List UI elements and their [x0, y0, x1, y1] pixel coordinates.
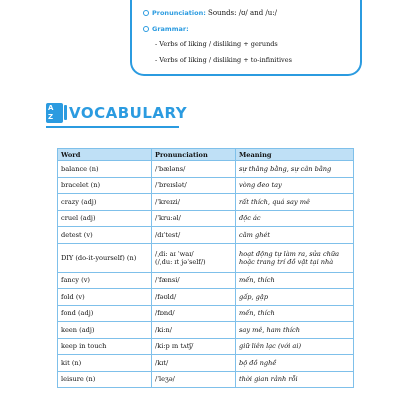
table-row — [58, 194, 354, 211]
title-underline — [46, 126, 179, 128]
cell-meaning: thời gian rảnh rỗi — [236, 371, 354, 388]
vocabulary-table — [57, 148, 354, 388]
bullet-icon — [143, 10, 149, 16]
table-row — [58, 177, 354, 194]
cell-word: kit (n) — [58, 355, 152, 372]
cell-meaning: vòng đeo tay — [236, 177, 354, 194]
table-row — [58, 355, 354, 372]
table-row — [58, 289, 354, 306]
table-row — [58, 371, 354, 388]
table-row — [58, 210, 354, 227]
cell-meaning: mến, thích — [236, 272, 354, 289]
cell-meaning: căm ghét — [236, 227, 354, 244]
grammar-item: - Verbs of liking / disliking + to-infinitives — [155, 56, 292, 64]
cell-pronunciation: /ˈbæləns/ — [152, 161, 236, 178]
cell-pronunciation: /ki:p ɪn tʌtʃ/ — [152, 338, 236, 355]
section-title: VOCABULARY — [69, 104, 188, 122]
table-row — [58, 338, 354, 355]
cell-word: keep in touch — [58, 338, 152, 355]
cell-pronunciation: /fəʊld/ — [152, 289, 236, 306]
cell-pronunciation: /ˈleʒə/ — [152, 371, 236, 388]
cell-word: balance (n) — [58, 161, 152, 178]
header-meaning: Meaning — [236, 149, 354, 161]
bullet-icon — [143, 26, 149, 32]
table-row — [58, 161, 354, 178]
cell-word: fancy (v) — [58, 272, 152, 289]
cell-word: cruel (adj) — [58, 210, 152, 227]
cell-meaning: hoạt động tự làm ra, sửa chữa hoặc trang trí đồ vật tại nhà — [236, 243, 354, 272]
cell-pronunciation: /ki:n/ — [152, 322, 236, 339]
cell-meaning: say mê, ham thích — [236, 322, 354, 339]
cell-pronunciation: /ˌdi: aɪ ˈwaɪ/ (/ˌdu: ɪt jəˈself/) — [152, 243, 236, 272]
table-row — [58, 243, 354, 272]
cell-meaning: sự thăng bằng, sự cân bằng — [236, 161, 354, 178]
cell-meaning: giữ liên lạc (với ai) — [236, 338, 354, 355]
cell-word: keen (adj) — [58, 322, 152, 339]
cell-pronunciation: /fɒnd/ — [152, 305, 236, 322]
table-row — [58, 322, 354, 339]
cell-pronunciation: /dɪˈtest/ — [152, 227, 236, 244]
table-header-row — [58, 149, 354, 161]
cell-pronunciation: /kɪt/ — [152, 355, 236, 372]
dictionary-icon: A Z — [46, 103, 63, 123]
grammar-item: - Verbs of liking / disliking + gerunds — [155, 40, 278, 48]
cell-pronunciation: /ˈbreɪslət/ — [152, 177, 236, 194]
cell-word: leisure (n) — [58, 371, 152, 388]
header-word: Word — [58, 149, 152, 161]
cell-word: detest (v) — [58, 227, 152, 244]
pronunciation-text: Sounds: /ʊ/ and /u:/ — [208, 9, 277, 17]
header-pronunciation: Pronunciation — [152, 149, 236, 161]
grammar-line — [143, 25, 189, 34]
pronunciation-line — [143, 9, 277, 18]
cell-pronunciation: /ˈfænsi/ — [152, 272, 236, 289]
cell-meaning: mến, thích — [236, 305, 354, 322]
cell-pronunciation: /ˈkru:əl/ — [152, 210, 236, 227]
grammar-label: Grammar: — [152, 25, 189, 33]
table-row — [58, 272, 354, 289]
cell-pronunciation: /ˈkreɪzi/ — [152, 194, 236, 211]
cell-word: fold (v) — [58, 289, 152, 306]
cell-word: fond (adj) — [58, 305, 152, 322]
table-row — [58, 227, 354, 244]
cell-meaning: độc ác — [236, 210, 354, 227]
cell-meaning: gấp, gập — [236, 289, 354, 306]
cell-word: crazy (adj) — [58, 194, 152, 211]
cell-word: DIY (do-it-yourself) (n) — [58, 243, 152, 272]
cell-word: bracelet (n) — [58, 177, 152, 194]
cell-meaning: bộ đồ nghề — [236, 355, 354, 372]
cell-meaning: rất thích, quá say mê — [236, 194, 354, 211]
table-row — [58, 305, 354, 322]
pronunciation-label: Pronunciation: — [152, 9, 206, 17]
